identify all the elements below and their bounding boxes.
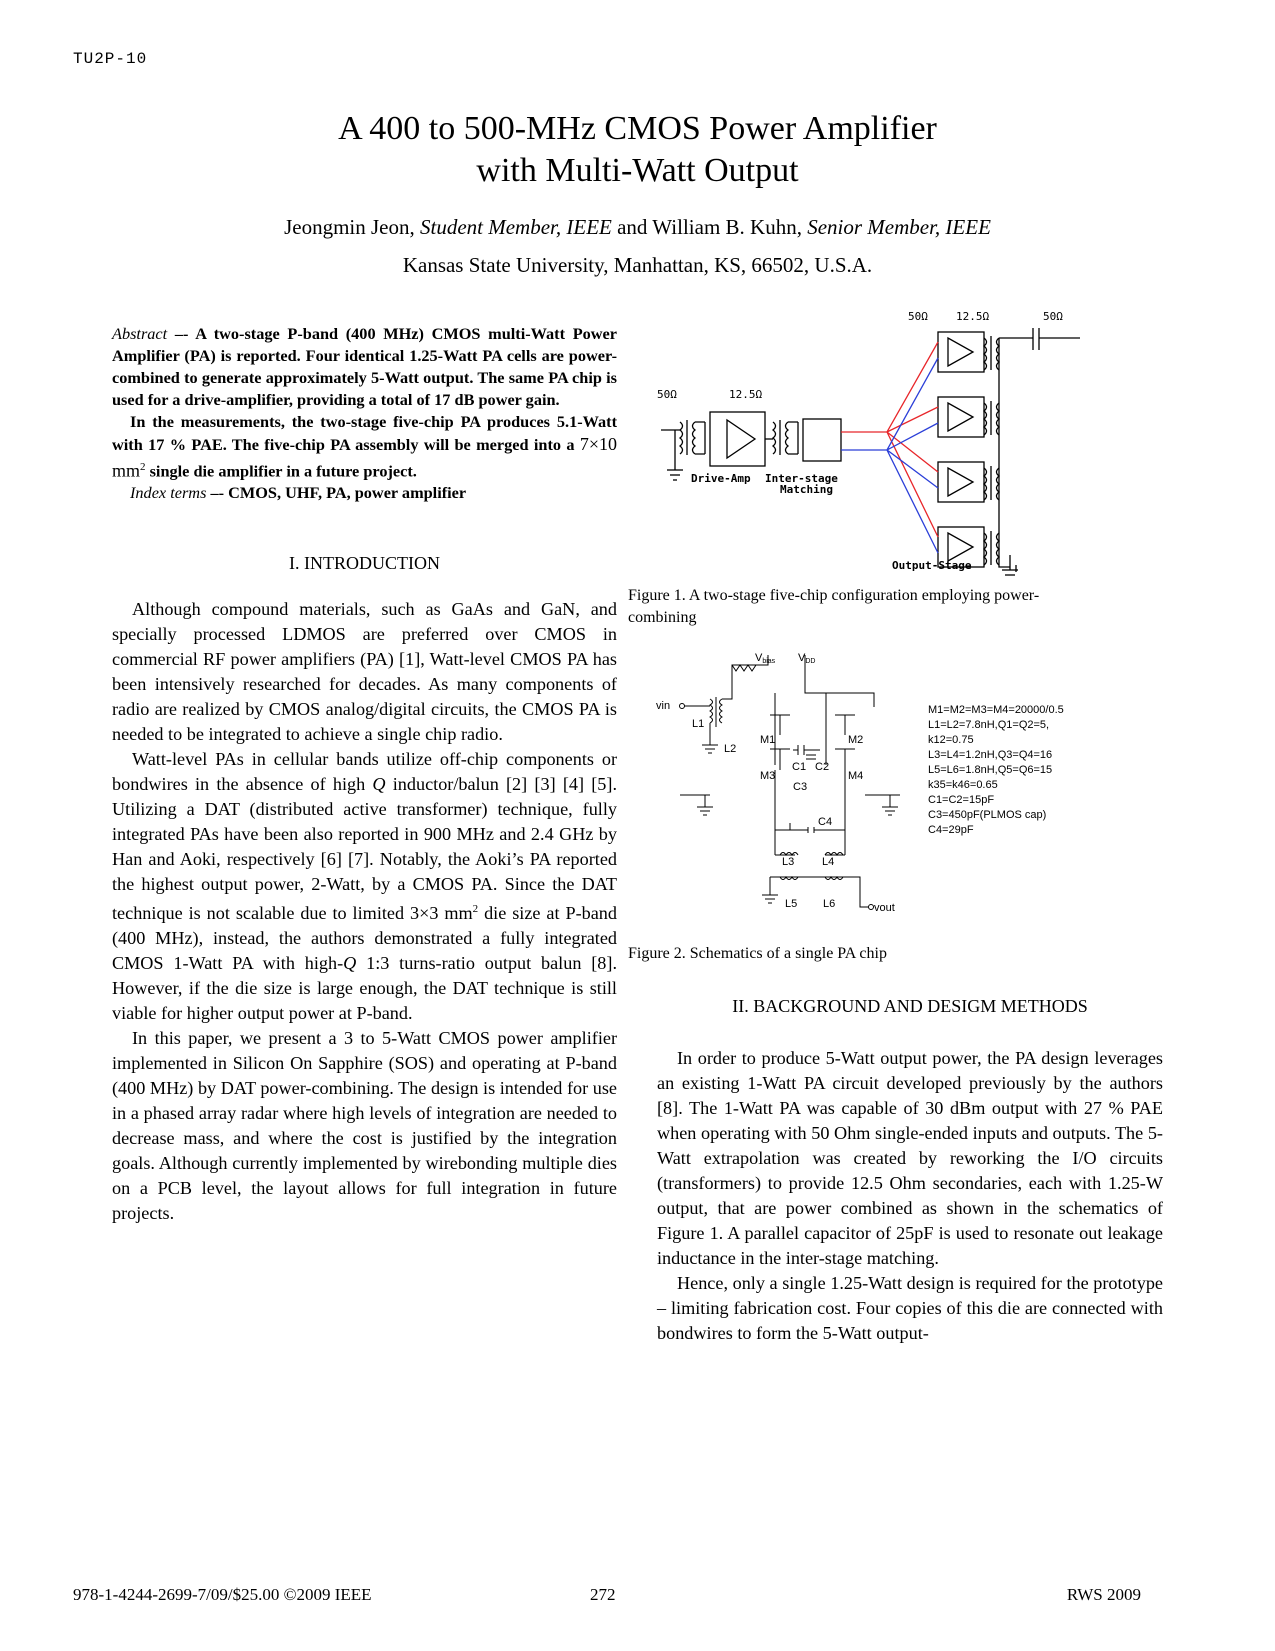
vdd-label: VDD xyxy=(798,652,816,665)
vout-label: vout xyxy=(874,902,895,914)
abstract-p2-end: single die amplifier in a future project. xyxy=(145,461,417,481)
param-line-5: L5=L6=1.8nH,Q5=Q6=15 xyxy=(928,764,1053,776)
abstract-dash: –- xyxy=(167,324,196,343)
c4-label: C4 xyxy=(818,816,833,828)
index-terms-label: Index terms xyxy=(130,483,207,503)
fig1-label-125-in: 12.5Ω xyxy=(729,388,763,401)
c3-label: C3 xyxy=(793,781,808,793)
l6-label: L6 xyxy=(823,898,836,910)
author-line xyxy=(0,210,1275,244)
l4-label: L4 xyxy=(822,856,835,868)
section-heading-background: II. BACKGROUND AND DESIGM METHODS xyxy=(732,996,1088,1016)
param-line-2: L1=L2=7.8nH,Q1=Q2=5, xyxy=(928,719,1050,731)
param-line-9: C4=29pF xyxy=(928,824,974,836)
author-1: Jeongmin Jeon, xyxy=(284,215,420,239)
intro-paragraph-2 xyxy=(112,747,617,1026)
section-heading-intro: I. INTRODUCTION xyxy=(289,553,440,573)
param-line-8: C3=450pF(PLMOS cap) xyxy=(928,809,1047,821)
param-line-3: k12=0.75 xyxy=(928,734,974,746)
fig1-label-output-stage: Output-Stage xyxy=(892,559,972,572)
abstract-p2: In the measurements, the two-stage five-chip PA produces 5.1-Watt with 17 % PAE. The five-chip PA assembly will be merged into a xyxy=(112,412,617,454)
figure-1-diagram xyxy=(655,310,1105,580)
background-paragraph-2: Hence, only a single 1.25-Watt design is required for the prototype – limiting fabrication cost. Four copies of this die are connected with bondwires to form the 5-Watt output- xyxy=(657,1273,1163,1343)
index-terms: CMOS, UHF, PA, power amplifier xyxy=(228,483,467,503)
figure-2-caption: Figure 2. Schematics of a single PA chip xyxy=(628,945,887,962)
fig1-label-50-out: 50Ω xyxy=(1043,310,1063,323)
m2-label: M2 xyxy=(848,734,864,746)
fig1-label-drive-amp: Drive-Amp xyxy=(691,472,751,485)
vbias-label: Vbias xyxy=(755,652,776,665)
param-line-1: M1=M2=M3=M4=20000/0.5 xyxy=(928,704,1064,716)
index-dash: –- xyxy=(206,483,229,503)
m1-label: M1 xyxy=(760,734,776,746)
title-line-1: A 400 to 500-MHz CMOS Power Amplifier xyxy=(338,110,937,147)
fig1-label-50-in: 50Ω xyxy=(657,388,677,401)
die-dimension: 7×10 mm xyxy=(112,434,617,481)
background-paragraph-1: In order to produce 5-Watt output power, the PA design leverages an existing 1-Watt PA circuit developed previously by the authors [8]. The 1-Watt PA was capable of 30 dBm output with 27 % PAE when operating with 50 Ohm single-ended inputs and outputs. The 5-Watt extrapolation was created by reworking the I/O circuits (transformers) to provide 12.5 Ohm secondaries, each with 1.25-W output, that are power combined as shown in the schematics of Figure 1. A parallel capacitor of 25pF is used to resonate out leakage inductance in the inter-stage matching. xyxy=(657,1048,1163,1268)
introduction-body xyxy=(112,597,617,1226)
paper-title xyxy=(0,108,1275,192)
abstract-p1: A two-stage P-band (400 MHz) CMOS multi-Watt Power Amplifier (PA) is reported. Four identical 1.25-Watt PA cells are power-combined to generate approximately 5-Watt output. The same PA chip is used for a drive-amplifier, providing a total of 17 dB power gain. xyxy=(112,324,617,409)
die-dimension-sup: 2 xyxy=(140,461,146,473)
l2-label: L2 xyxy=(724,743,737,755)
figure-2-schematic xyxy=(650,645,1110,920)
intro-paragraph-3: In this paper, we present a 3 to 5-Watt CMOS power amplifier implemented in Silicon On Sapphire (SOS) and operating at P-band (400 MHz) by DAT power-combining. The design is intended for use in a phased array radar where high levels of integration are needed to decrease mass, and where the cost is justified by the integration goals. Although currently implemented by wirebonding multiple dies on a PCB level, the layout allows for full integration in future projects. xyxy=(112,1028,617,1224)
intro-paragraph-1: Although compound materials, such as GaAs and GaN, and specially processed LDMOS are preferred over CMOS in commercial RF power amplifiers (PA) [1], Watt-level CMOS PA has been intensively researched for decades. As many components of radio are realized by CMOS analog/digital circuits, the CMOS PA is needed to be integrated to achieve a single chip radio. xyxy=(112,599,617,744)
affiliation: Kansas State University, Manhattan, KS, 66502, U.S.A. xyxy=(402,253,873,277)
param-line-7: C1=C2=15pF xyxy=(928,794,995,806)
footer-conference: RWS 2009 xyxy=(1066,1585,1141,1604)
c2-label: C2 xyxy=(815,761,830,773)
abstract-label: Abstract xyxy=(112,324,168,343)
intro-p2-c: die size at P-band (400 MHz), instead, the authors demonstrated a fully integrated CMOS 1-Watt PA with high- xyxy=(112,903,617,974)
paper-code: TU2P-10 xyxy=(73,50,148,68)
l1-label: L1 xyxy=(692,718,705,730)
figure-1-caption: Figure 1. A two-stage five-chip configuration employing power-combining xyxy=(628,587,1040,626)
background-body xyxy=(657,1046,1163,1346)
author-1-role: Student Member, IEEE xyxy=(419,215,612,239)
title-line-2: with Multi-Watt Output xyxy=(476,152,799,189)
fig1-label-interstage: Inter-stage xyxy=(765,472,838,485)
q-symbol: Q xyxy=(372,774,386,794)
fig1-label-matching: Matching xyxy=(780,483,833,496)
intro-p2-b: inductor/balun [2] [3] [4] [5]. Utilizing a DAT (distributed active transformer) technique, fully integrated PAs have been also reported in 900 MHz and 2.4 GHz by Han and Aoki, respectively [6] [7]. Notably, the Aoki’s PA reported the highest output power, 2-Watt, by a CMOS PA. Since the DAT technique is not scalable due to limited 3×3 mm xyxy=(112,774,617,924)
author-2-role: Senior Member, IEEE xyxy=(807,215,991,239)
vin-label: vin xyxy=(656,700,671,712)
footer-page-number: 272 xyxy=(590,1585,616,1604)
author-2: and William B. Kuhn, xyxy=(611,215,808,239)
param-line-4: L3=L4=1.2nH,Q3=Q4=16 xyxy=(928,749,1053,761)
fig1-label-50-top: 50Ω xyxy=(908,310,928,323)
q-symbol-2: Q xyxy=(343,953,357,974)
intro-p2-d: 1:3 turns-ratio output balun [8]. However, if the die size is large enough, the DAT technique is still viable for higher output power at P-band. xyxy=(112,953,617,1024)
footer-copyright: 978-1-4244-2699-7/09/$25.00 ©2009 IEEE xyxy=(73,1585,372,1604)
l3-label: L3 xyxy=(782,856,795,868)
abstract xyxy=(112,323,617,504)
intro-p2-a: Watt-level PAs in cellular bands utilize off-chip components or bondwires in the absence of high xyxy=(112,749,617,794)
l5-label: L5 xyxy=(785,898,798,910)
param-line-6: k35=k46=0.65 xyxy=(928,779,998,791)
m3-label: M3 xyxy=(760,770,776,782)
m4-label: M4 xyxy=(848,770,864,782)
c1-label: C1 xyxy=(792,761,807,773)
intro-sup: 2 xyxy=(472,903,479,915)
fig1-label-125-top: 12.5Ω xyxy=(956,310,990,323)
